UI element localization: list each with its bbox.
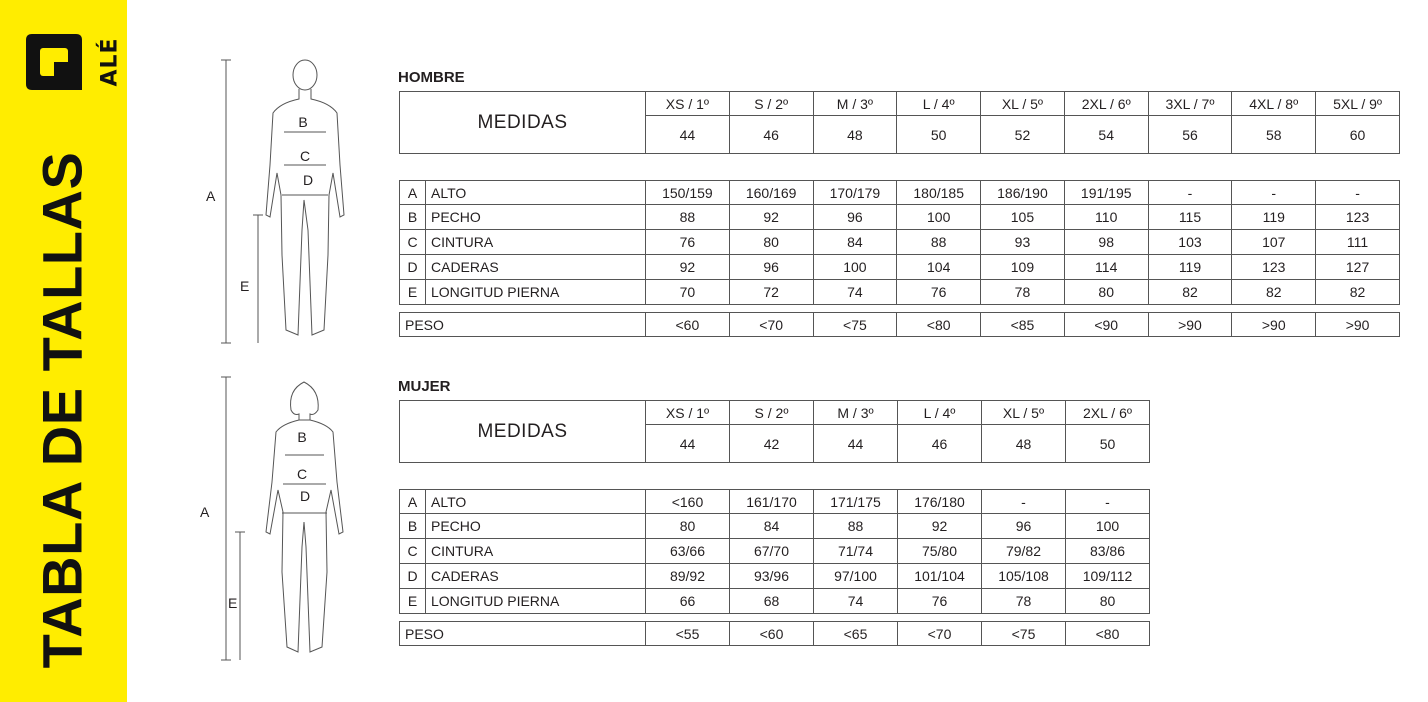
cell: 76 (897, 280, 981, 305)
cell: 105 (981, 205, 1065, 230)
mujer-title: MUJER (398, 378, 451, 395)
cell: <65 (814, 622, 898, 646)
size-label: 3XL / 7º (1148, 92, 1232, 116)
hombre-title: HOMBRE (398, 69, 465, 86)
table-row (400, 490, 1150, 514)
size-number: 60 (1316, 116, 1400, 154)
cell: 171/175 (814, 490, 898, 514)
cell: <90 (1064, 313, 1148, 337)
size-number: 50 (897, 116, 981, 154)
cell: 84 (813, 230, 897, 255)
size-number: 46 (729, 116, 813, 154)
size-number: 54 (1064, 116, 1148, 154)
cell: 111 (1316, 230, 1400, 255)
cell: 96 (813, 205, 897, 230)
cell: 109/112 (1066, 564, 1150, 589)
size-label: S / 2º (730, 401, 814, 425)
size-label: S / 2º (729, 92, 813, 116)
cell: <85 (981, 313, 1065, 337)
cell: 170/179 (813, 181, 897, 205)
size-label: L / 4º (897, 92, 981, 116)
row-name: LONGITUD PIERNA (426, 589, 646, 614)
cell: 150/159 (646, 181, 730, 205)
row-letter: C (400, 230, 426, 255)
cell: 114 (1064, 255, 1148, 280)
hombre-size-header (399, 91, 1400, 154)
mujer-size-header (399, 400, 1150, 463)
size-number: 48 (982, 425, 1066, 463)
cell: <55 (646, 622, 730, 646)
female-figure (190, 372, 370, 667)
cell: 82 (1232, 280, 1316, 305)
cell: 78 (981, 280, 1065, 305)
row-letter: D (400, 564, 426, 589)
cell: 119 (1148, 255, 1232, 280)
table-row (400, 589, 1150, 614)
male-marker-d: D (302, 172, 314, 188)
peso-label: PESO (400, 622, 646, 646)
cell: >90 (1316, 313, 1400, 337)
size-label: XL / 5º (982, 401, 1066, 425)
table-row (400, 313, 1400, 337)
male-dim-a: A (206, 188, 216, 204)
cell: - (1232, 181, 1316, 205)
cell: 68 (730, 589, 814, 614)
size-label: XS / 1º (646, 92, 730, 116)
cell: >90 (1232, 313, 1316, 337)
cell: <80 (1066, 622, 1150, 646)
cell: <160 (646, 490, 730, 514)
row-letter: B (400, 205, 426, 230)
cell: 109 (981, 255, 1065, 280)
medidas-label: MEDIDAS (400, 401, 646, 463)
cell: 100 (813, 255, 897, 280)
brand-band (0, 0, 127, 702)
cell: 76 (898, 589, 982, 614)
cell: 80 (729, 230, 813, 255)
table-row (400, 514, 1150, 539)
cell: 115 (1148, 205, 1232, 230)
row-name: CINTURA (426, 539, 646, 564)
row-letter: D (400, 255, 426, 280)
cell: 80 (646, 514, 730, 539)
cell: 123 (1316, 205, 1400, 230)
mujer-measure-table (399, 489, 1150, 614)
cell: 67/70 (730, 539, 814, 564)
medidas-label: MEDIDAS (400, 92, 646, 154)
peso-label: PESO (400, 313, 646, 337)
mujer-peso-table (399, 621, 1150, 646)
male-marker-b: B (298, 114, 308, 130)
row-letter: A (400, 490, 426, 514)
hombre-peso-table (399, 312, 1400, 337)
size-label: L / 4º (898, 401, 982, 425)
size-number: 46 (898, 425, 982, 463)
cell: <75 (813, 313, 897, 337)
cell: 63/66 (646, 539, 730, 564)
cell: 82 (1148, 280, 1232, 305)
cell: 79/82 (982, 539, 1066, 564)
logo-text: ALÉ (97, 37, 123, 87)
male-marker-c: C (299, 148, 311, 164)
cell: 76 (646, 230, 730, 255)
size-label: 2XL / 6º (1066, 401, 1150, 425)
cell: 100 (1066, 514, 1150, 539)
cell: 180/185 (897, 181, 981, 205)
cell: 88 (897, 230, 981, 255)
cell: 93/96 (730, 564, 814, 589)
size-number: 56 (1148, 116, 1232, 154)
cell: 191/195 (1064, 181, 1148, 205)
size-number: 52 (981, 116, 1065, 154)
cell: - (1066, 490, 1150, 514)
table-row (400, 622, 1150, 646)
table-row (400, 539, 1150, 564)
side-title: TABLA DE TALLAS (30, 151, 94, 669)
cell: 84 (730, 514, 814, 539)
cell: 96 (729, 255, 813, 280)
row-name: CADERAS (426, 255, 646, 280)
cell: 74 (814, 589, 898, 614)
cell: 83/86 (1066, 539, 1150, 564)
size-label: 5XL / 9º (1316, 92, 1400, 116)
cell: 71/74 (814, 539, 898, 564)
cell: 123 (1232, 255, 1316, 280)
male-figure (190, 55, 370, 350)
cell: 88 (814, 514, 898, 539)
size-number: 50 (1066, 425, 1150, 463)
size-number: 44 (814, 425, 898, 463)
cell: 80 (1066, 589, 1150, 614)
hombre-measure-table (399, 180, 1400, 305)
cell: <70 (898, 622, 982, 646)
cell: 98 (1064, 230, 1148, 255)
size-label: M / 3º (813, 92, 897, 116)
cell: 100 (897, 205, 981, 230)
cell: 75/80 (898, 539, 982, 564)
cell: 92 (646, 255, 730, 280)
cell: 92 (898, 514, 982, 539)
male-body-icon (190, 55, 370, 350)
cell: 176/180 (898, 490, 982, 514)
size-label: 4XL / 8º (1232, 92, 1316, 116)
row-name: LONGITUD PIERNA (426, 280, 646, 305)
female-marker-b: B (297, 429, 307, 445)
table-row (400, 564, 1150, 589)
cell: <75 (982, 622, 1066, 646)
cell: <60 (646, 313, 730, 337)
cell: 80 (1064, 280, 1148, 305)
cell: 97/100 (814, 564, 898, 589)
cell: 74 (813, 280, 897, 305)
row-name: ALTO (426, 490, 646, 514)
table-row (400, 181, 1400, 205)
size-label: XS / 1º (646, 401, 730, 425)
cell: 104 (897, 255, 981, 280)
cell: 110 (1064, 205, 1148, 230)
table-row (400, 230, 1400, 255)
cell: 105/108 (982, 564, 1066, 589)
cell: 127 (1316, 255, 1400, 280)
cell: 96 (982, 514, 1066, 539)
row-name: PECHO (426, 514, 646, 539)
cell: 72 (729, 280, 813, 305)
cell: 103 (1148, 230, 1232, 255)
ale-logo-icon (22, 30, 86, 94)
table-row (400, 280, 1400, 305)
size-number: 42 (730, 425, 814, 463)
row-name: ALTO (426, 181, 646, 205)
cell: 82 (1316, 280, 1400, 305)
row-letter: B (400, 514, 426, 539)
cell: 160/169 (729, 181, 813, 205)
size-label: M / 3º (814, 401, 898, 425)
cell: 66 (646, 589, 730, 614)
cell: <80 (897, 313, 981, 337)
size-number: 44 (646, 425, 730, 463)
size-label: 2XL / 6º (1064, 92, 1148, 116)
row-name: PECHO (426, 205, 646, 230)
cell: 119 (1232, 205, 1316, 230)
cell: 70 (646, 280, 730, 305)
female-dim-e: E (228, 595, 238, 611)
female-body-icon (190, 372, 370, 667)
size-number: 48 (813, 116, 897, 154)
row-name: CADERAS (426, 564, 646, 589)
table-row (400, 255, 1400, 280)
table-row (400, 205, 1400, 230)
cell: 107 (1232, 230, 1316, 255)
female-marker-d: D (299, 488, 311, 504)
cell: 186/190 (981, 181, 1065, 205)
cell: >90 (1148, 313, 1232, 337)
cell: 101/104 (898, 564, 982, 589)
cell: - (982, 490, 1066, 514)
cell: 78 (982, 589, 1066, 614)
cell: 89/92 (646, 564, 730, 589)
cell: <60 (730, 622, 814, 646)
cell: 88 (646, 205, 730, 230)
size-label: XL / 5º (981, 92, 1065, 116)
size-number: 58 (1232, 116, 1316, 154)
row-letter: A (400, 181, 426, 205)
cell: 161/170 (730, 490, 814, 514)
row-name: CINTURA (426, 230, 646, 255)
female-marker-c: C (296, 466, 308, 482)
cell: - (1316, 181, 1400, 205)
size-number: 44 (646, 116, 730, 154)
male-dim-e: E (240, 278, 250, 294)
cell: 93 (981, 230, 1065, 255)
cell: 92 (729, 205, 813, 230)
cell: - (1148, 181, 1232, 205)
cell: <70 (729, 313, 813, 337)
row-letter: E (400, 280, 426, 305)
female-dim-a: A (200, 504, 210, 520)
row-letter: E (400, 589, 426, 614)
row-letter: C (400, 539, 426, 564)
